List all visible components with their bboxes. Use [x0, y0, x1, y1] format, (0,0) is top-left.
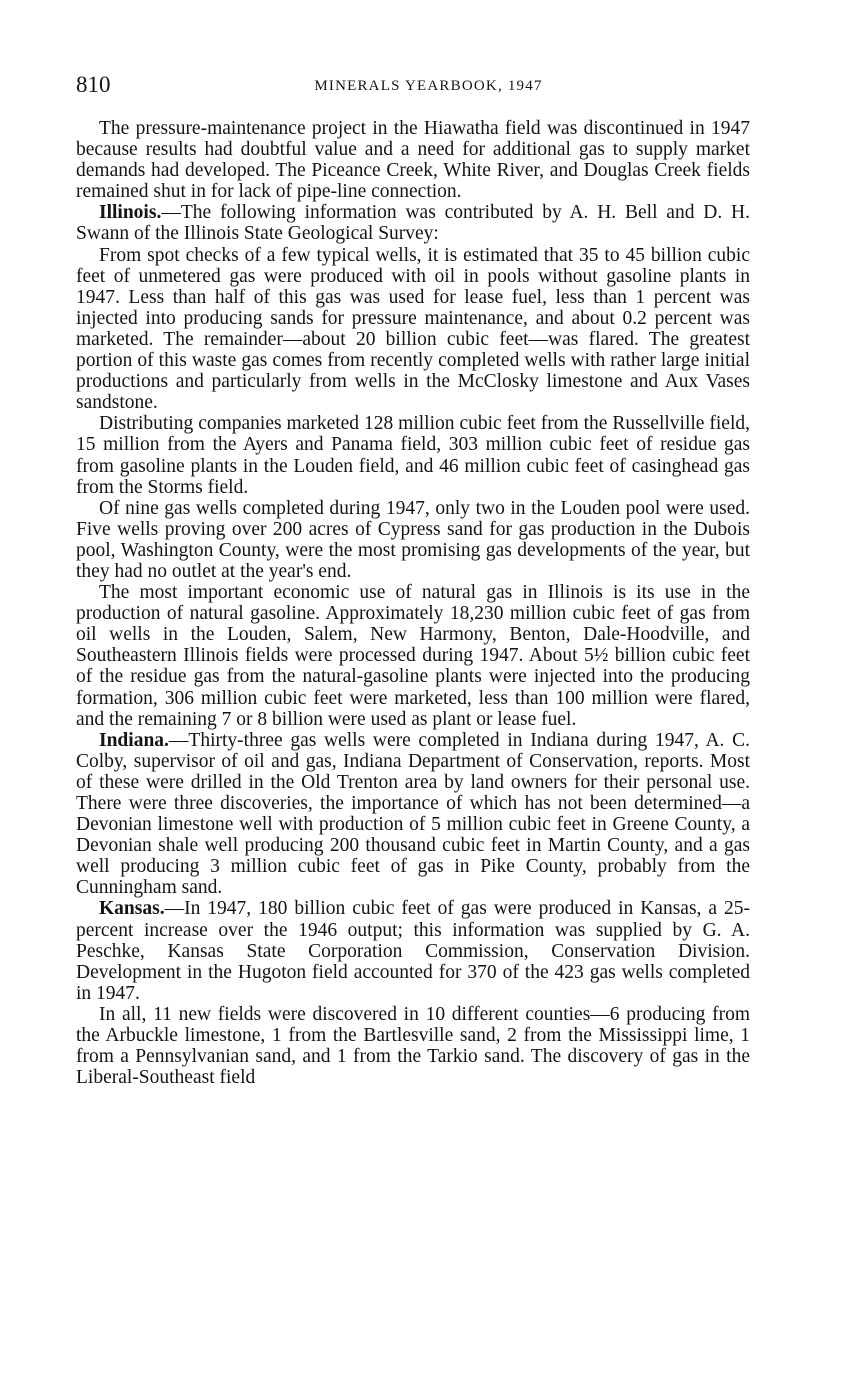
- paragraph-text: The most important economic use of natural gas in Illinois is its use in the production of natural gasoline. Approximately 18,230 million cubic feet of gas from oil wells in the Louden, Salem, New Harmony, Benton, Dale-Hoodville, and Southeastern Illinois fields were processed during 1947. About 5½ billion cubic feet of the residue gas from the natural-gasoline plants were injected into the producing formation, 306 million cubic feet were marketed, less than 100 million were flared, and the remaining 7 or 8 billion were used as plant or lease fuel.: [76, 582, 750, 730]
- section-heading-kansas: Kansas.: [99, 898, 165, 920]
- section-heading-indiana: Indiana.: [99, 729, 169, 751]
- paragraph-indiana: [76, 730, 750, 899]
- paragraph-natural-gasoline: [76, 582, 750, 730]
- paragraph-text: From spot checks of a few typical wells, it is estimated that 35 to 45 billion cubic feet of unmetered gas were produced with oil in pools without gasoline plants in 1947. Less than half of this gas was used for lease fuel, less than 1 percent was injected into producing sands for pressure maintenance, and about 0.2 percent was marketed. The remainder—about 20 billion cubic feet—was flared. The greatest portion of this waste gas comes from recently completed wells with rather large initial productions and particularly from wells in the McClosky limestone and Aux Vases sandstone.: [76, 244, 750, 414]
- section-heading-illinois: Illinois.: [99, 202, 162, 224]
- paragraph-distributing: [76, 413, 750, 497]
- paragraph-text: The pressure-maintenance project in the Hiawatha field was discontinued in 1947 because results had doubtful value and a need for additional gas to supply market demands had developed. The Piceance Creek, White River, and Douglas Creek fields remained shut in for lack of pipe-line connection.: [76, 118, 750, 203]
- paragraph-spot-checks: [76, 245, 750, 414]
- paragraph-new-fields: [76, 1004, 750, 1088]
- running-head: MINERALS YEARBOOK, 1947: [314, 78, 543, 94]
- paragraph-text: Of nine gas wells completed during 1947, only two in the Louden pool were used. Five wells proving over 200 acres of Cypress sand for gas production in the Dubois pool, Washington County, were the most promising gas developments of the year, but they had no outlet at the year's end.: [76, 497, 750, 582]
- paragraph-text: —Thirty-three gas wells were completed in Indiana during 1947, A. C. Colby, supervisor of oil and gas, Indiana Department of Conservation, reports. Most of these were drilled in the Old Trenton area by land owners for their personal use. There were three discoveries, the importance of which has not been determined—a Devonian limestone well with production of 5 million cubic feet in Greene County, a Devonian shale well producing 200 thousand cubic feet in Martin County, and a gas well producing 3 million cubic feet of gas in Pike County, probably from the Cunningham sand.: [76, 729, 750, 899]
- page-number: 810: [76, 72, 111, 97]
- paragraph-hiawatha: [76, 118, 750, 202]
- paragraph-text: In all, 11 new fields were discovered in 10 different counties—6 producing from the Arbuckle limestone, 1 from the Bartlesville sand, 2 from the Mississippi lime, 1 from a Pennsylvanian sand, and 1 from the Tarkio sand. The discovery of gas in the Liberal-Southeast field: [76, 1003, 750, 1089]
- body-text: [76, 118, 750, 1088]
- paragraph-text: Distributing companies marketed 128 million cubic feet from the Russellville field, 15 million from the Ayers and Panama field, 303 million cubic feet of residue gas from gasoline plants in the Louden field, and 46 million cubic feet of casinghead gas from the Storms field.: [76, 413, 750, 498]
- paragraph-nine-wells: [76, 498, 750, 582]
- paragraph-kansas: [76, 898, 750, 1003]
- paragraph-text: —The following information was contributed by A. H. Bell and D. H. Swann of the Illinois State Geological Survey:: [76, 202, 750, 245]
- paragraph-text: —In 1947, 180 billion cubic feet of gas were produced in Kansas, a 25-percent increase over the 1946 output; this information was supplied by G. A. Peschke, Kansas State Corporation Commission, Conservation Division. Development in the Hugoton field accounted for 370 of the 423 gas wells completed in 1947.: [76, 898, 750, 1004]
- paragraph-illinois-intro: [76, 202, 750, 244]
